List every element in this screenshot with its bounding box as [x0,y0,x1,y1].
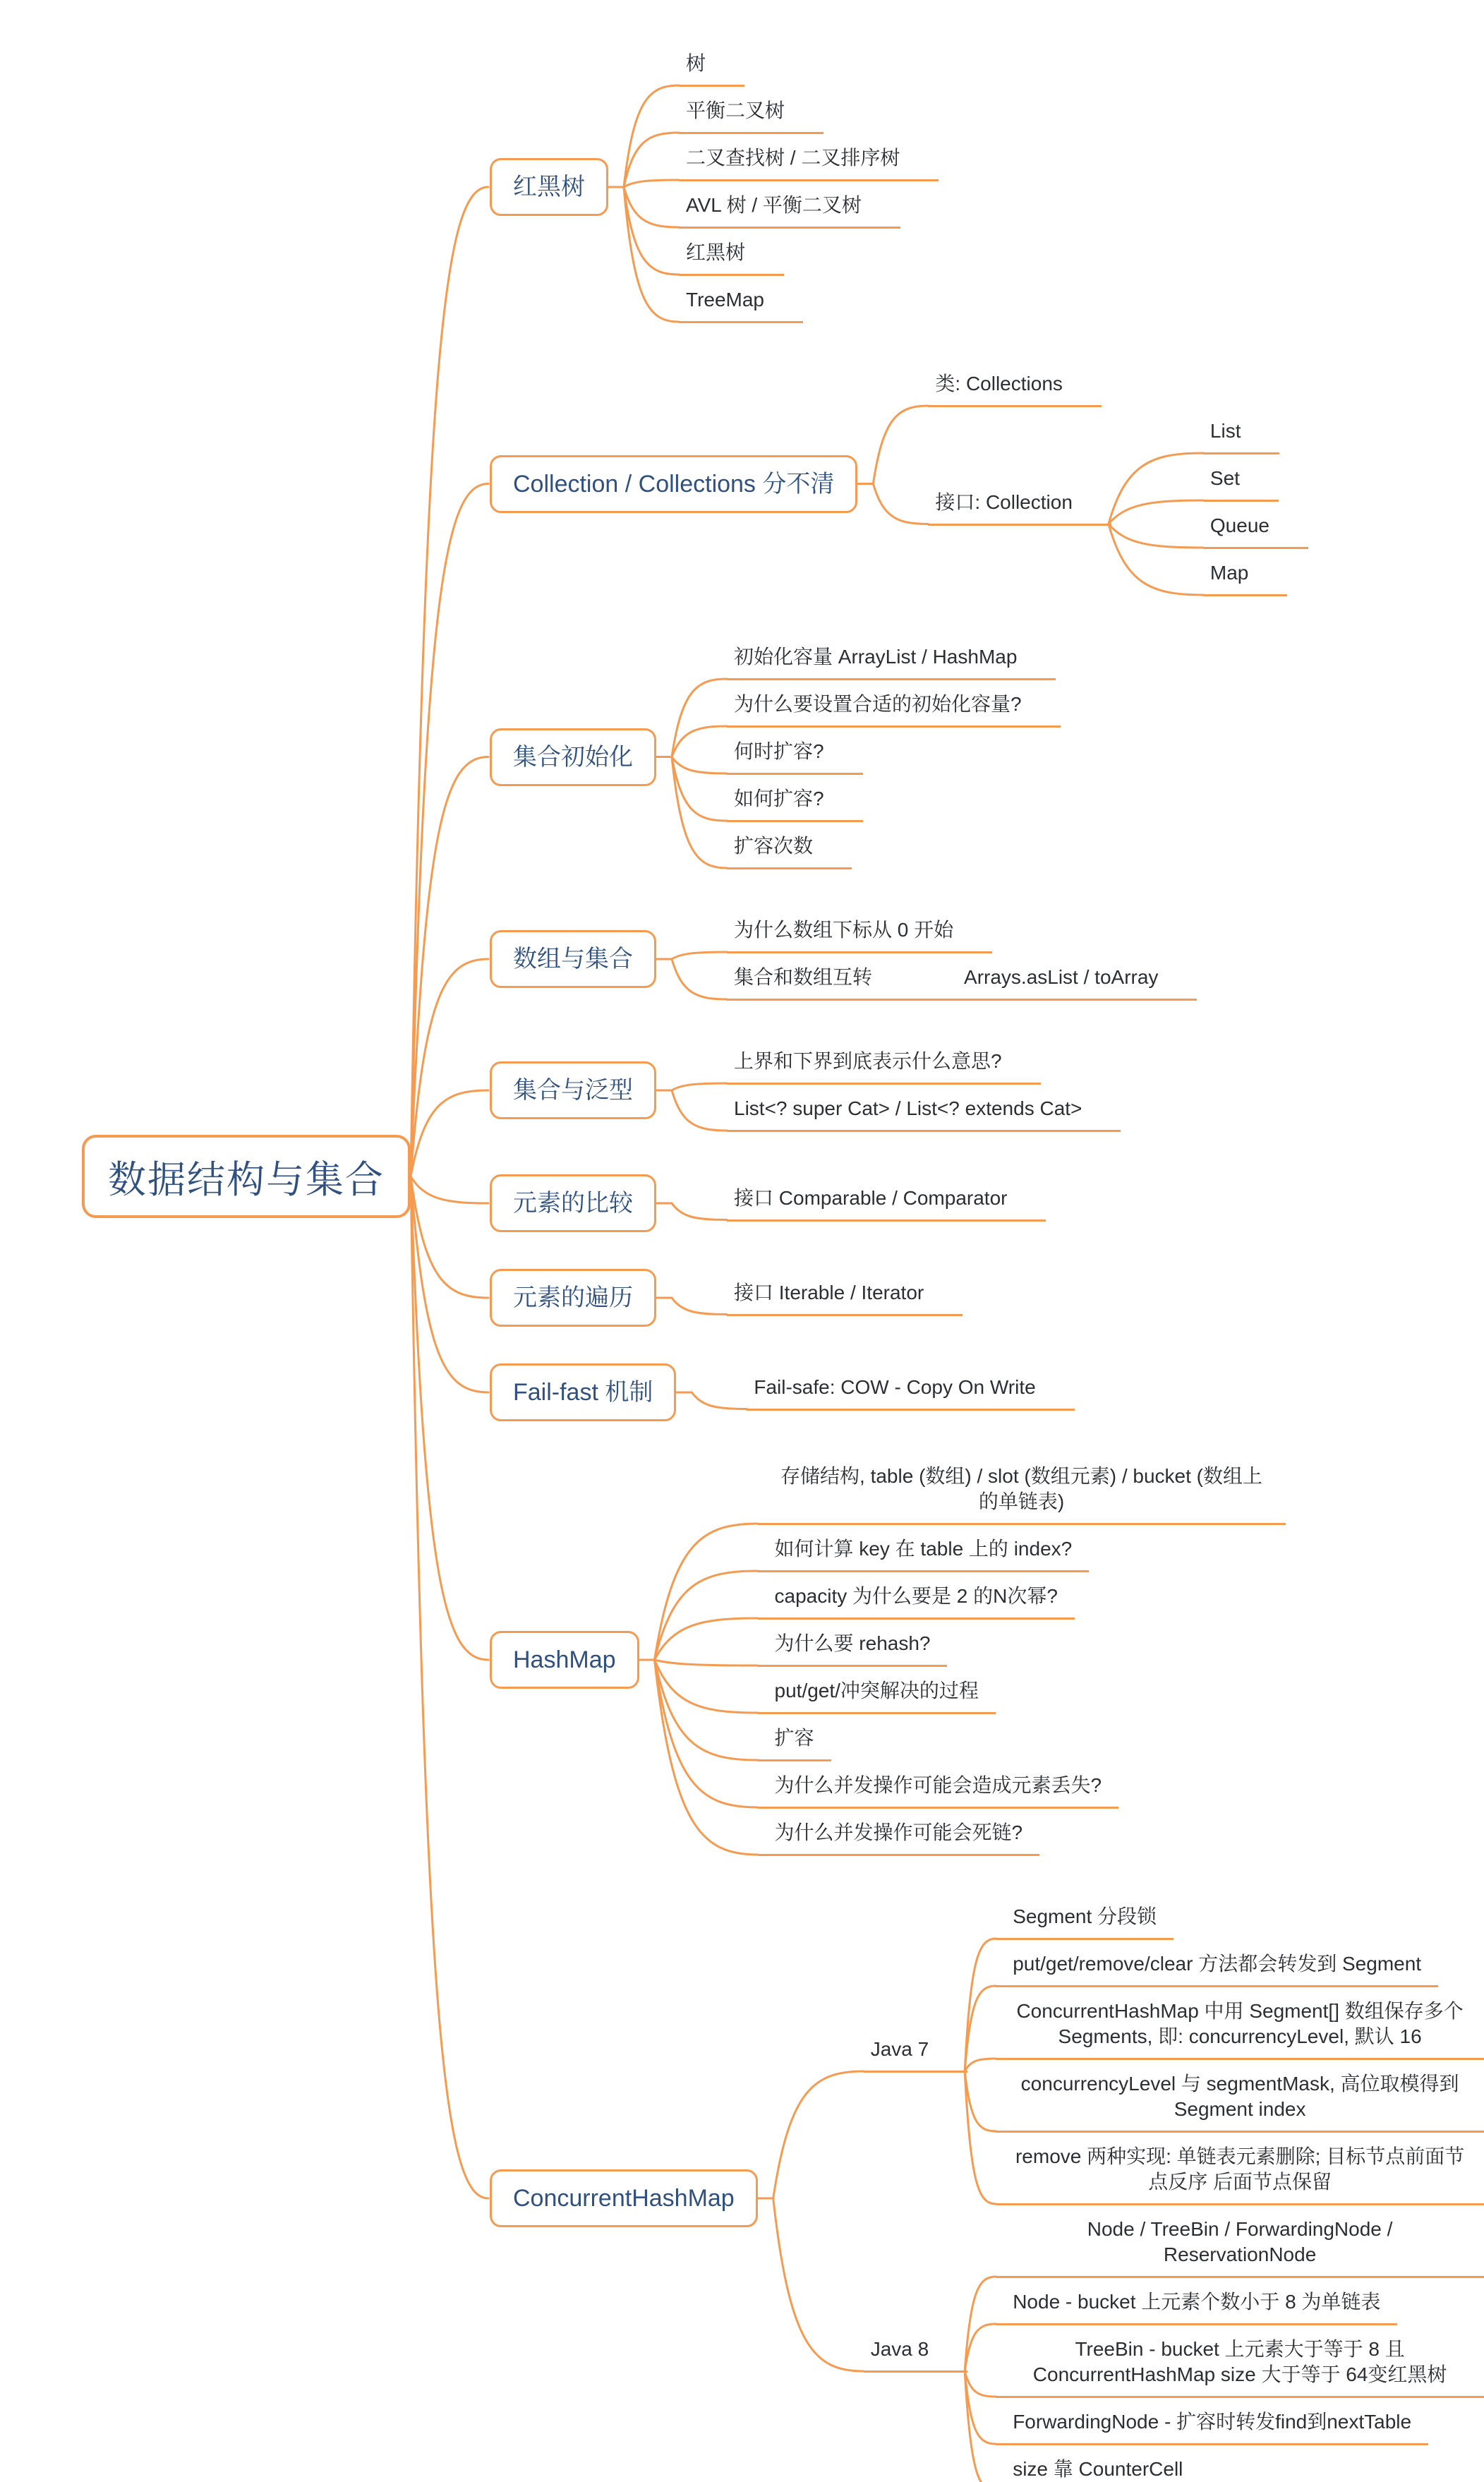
branch-row [490,639,1061,875]
leaf-label: TreeMap [686,289,765,311]
leaf-label: Java 8 [870,2338,929,2360]
branch-row [490,1363,1075,1421]
leaf-node[interactable] [758,1584,1075,1620]
leaf-label: TreeBin - bucket 上元素大于等于 8 且 ConcurrentHashMap size 大于等于 64变红黑树 [1032,2338,1447,2385]
leaf-label: 如何扩容? [734,788,824,809]
leaf-node[interactable] [758,1773,1119,1809]
leaf-label: 为什么并发操作可能会造成元素丢失? [774,1774,1102,1796]
leaf-label: ForwardingNode - 扩容时转发find到nextTable [1013,2411,1412,2433]
branch-row [490,1898,1484,2482]
children-column [727,1180,1046,1227]
subtree-group [928,413,1308,602]
leaf-label: 为什么要 rehash? [774,1632,931,1654]
leaf-label: 类: Collections [935,373,1063,394]
leaf-node[interactable] [758,1536,1090,1572]
branch-node[interactable]: 元素的比较 [490,1174,656,1232]
leaf-node[interactable] [1203,466,1279,502]
children-column [727,912,1197,1006]
leaf-node[interactable] [758,1725,831,1761]
root-node[interactable] [82,1135,411,1218]
leaf-label: concurrencyLevel 与 segmentMask, 高位取模得到 Segment index [1020,2073,1459,2120]
leaf-label: 接口 Comparable / Comparator [734,1186,1008,1209]
leaf-node[interactable] [996,2144,1484,2205]
leaf-node[interactable] [758,1464,1286,1525]
children-column [758,1458,1286,1862]
leaf-label: 初始化容量 ArrayList / HashMap [734,646,1018,668]
leaf-label: 为什么数组下标从 0 开始 [734,919,954,941]
leaf-label: AVL 树 / 平衡二叉树 [686,194,862,216]
leaf-node[interactable] [758,1678,996,1714]
leaf-label: 上界和下界到底表示什么意思? [734,1050,1002,1072]
branch-row [490,1269,963,1327]
leaf-label: Queue [1209,514,1269,536]
group-label[interactable] [864,2037,968,2073]
leaf-note: Arrays.asList / toArray [964,966,1159,988]
connector-path [411,187,488,1176]
leaf-label: 为什么并发操作可能会死链? [774,1821,1023,1843]
children-column [727,1275,963,1322]
leaf-node[interactable] [679,193,900,229]
root-label: 数据结构与集合 [108,1158,385,1201]
children-column [1203,413,1308,602]
branch-node[interactable]: Fail-fast 机制 [490,1363,676,1421]
children-column [996,1898,1484,2211]
leaf-label: Segment 分段锁 [1013,1905,1157,1927]
leaf-node[interactable] [996,1951,1438,1987]
leaf-label: 平衡二叉树 [686,100,785,121]
leaf-label: 存储结构, table (数组) / slot (数组元素) / bucket (数组上 的单链表) [780,1465,1262,1512]
leaf-node[interactable] [727,917,992,953]
branch-row [490,912,1197,1006]
leaf-label: 如何计算 key 在 table 上的 index? [774,1538,1073,1560]
leaf-node[interactable] [996,1999,1484,2060]
leaf-label: size 靠 CounterCell [1013,2458,1183,2480]
leaf-label: 二叉查找树 / 二叉排序树 [686,147,900,169]
group-label[interactable] [928,490,1111,526]
leaf-node[interactable] [758,1631,948,1667]
leaf-label: Node / TreeBin / ForwardingNode / ReservationNode [1087,2218,1393,2265]
leaf-label: 扩容次数 [734,835,814,857]
connector-path [411,1176,488,1203]
leaf-label: remove 两种实现: 单链表元素删除; 目标节点前面节点反序 后面节点保留 [1015,2145,1465,2193]
leaf-label: 红黑树 [686,241,746,263]
leaf-node[interactable] [727,1096,1121,1132]
leaf-label: 树 [686,52,706,74]
leaf-node[interactable] [679,240,784,276]
branch-node[interactable]: Collection / Collections 分不清 [490,455,857,513]
connector-path [411,959,488,1176]
leaf-node[interactable] [996,2217,1484,2278]
leaf-label: List [1209,420,1241,442]
branch-node[interactable]: HashMap [490,1631,639,1689]
branch-column [490,45,1484,2482]
children-column [747,1369,1074,1416]
connector-path [411,1090,488,1176]
leaf-label: put/get/冲突解决的过程 [774,1680,979,1701]
branch-node[interactable]: 集合初始化 [490,728,656,786]
leaf-label: put/get/remove/clear 方法都会转发到 Segment [1013,1953,1422,1975]
leaf-node[interactable] [1203,418,1280,454]
leaf-node[interactable] [727,644,1056,680]
leaf-label: 接口 Iterable / Iterator [734,1281,924,1303]
children-column [996,2211,1484,2482]
leaf-label: Set [1209,467,1240,489]
leaf-label: ConcurrentHashMap 中用 Segment[] 数组保存多个 Segments, 即: concurrencyLevel, 默认 16 [1016,2000,1464,2047]
leaf-label: 接口: Collection [935,490,1073,513]
leaf-node[interactable] [996,2409,1428,2445]
branch-node[interactable]: 元素的遍历 [490,1269,656,1327]
leaf-node[interactable] [679,287,803,323]
leaf-node[interactable] [996,2337,1484,2398]
leaf-node[interactable] [727,1280,963,1316]
branch-node[interactable]: ConcurrentHashMap [490,2169,758,2227]
leaf-label: 集合和数组互转 [734,966,873,988]
leaf-node[interactable] [727,786,863,822]
leaf-node[interactable] [1203,560,1287,596]
connector-path [411,1176,488,1660]
group-label[interactable] [864,2337,968,2373]
leaf-label: 为什么要设置合适的初始化容量? [734,693,1022,715]
leaf-label: 扩容 [774,1727,814,1749]
leaf-label: capacity 为什么要是 2 的N次幂? [774,1585,1058,1607]
leaf-label: List<? super Cat> / List<? extends Cat> [734,1097,1082,1119]
leaf-node[interactable] [727,1049,1041,1085]
leaf-node[interactable] [1203,513,1308,549]
leaf-label: Fail-safe: COW - Copy On Write [754,1375,1036,1398]
leaf-node[interactable] [727,692,1061,728]
leaf-node[interactable] [727,833,852,869]
branch-node[interactable]: 集合与泛型 [490,1061,656,1119]
leaf-label: Java 7 [870,2038,929,2060]
branch-row [490,366,1308,602]
branch-row [490,45,939,329]
children-column [679,45,939,329]
leaf-label: Node - bucket 上元素个数小于 8 为单链表 [1013,2291,1381,2313]
children-column [864,1898,1484,2482]
leaf-node[interactable] [758,1820,1040,1856]
leaf-node[interactable] [679,98,824,134]
leaf-node[interactable] [679,51,744,87]
leaf-node[interactable] [679,145,939,181]
connector-path [411,1176,488,2198]
subtree-group [864,2211,1484,2482]
children-column [727,1043,1121,1138]
leaf-node[interactable] [996,2289,1397,2325]
branch-row [490,1458,1286,1862]
connector-path [411,1176,488,1392]
leaf-node[interactable] [928,371,1102,407]
subtree-group [864,1898,1484,2211]
branch-row [490,1174,1046,1232]
leaf-node[interactable] [727,739,863,775]
branch-row [490,1043,1121,1138]
branch-node[interactable]: 数组与集合 [490,930,656,988]
leaf-node[interactable] [996,2071,1484,2133]
children-column [928,366,1308,602]
leaf-node[interactable] [747,1375,1074,1411]
leaf-node[interactable] [996,1904,1174,1940]
leaf-node[interactable] [727,965,1197,1001]
leaf-label: Map [1209,562,1249,584]
leaf-label: 何时扩容? [734,740,824,762]
leaf-node[interactable] [727,1186,1046,1222]
leaf-node[interactable] [996,2457,1200,2482]
branch-node[interactable]: 红黑树 [490,158,608,216]
children-column [727,639,1061,875]
